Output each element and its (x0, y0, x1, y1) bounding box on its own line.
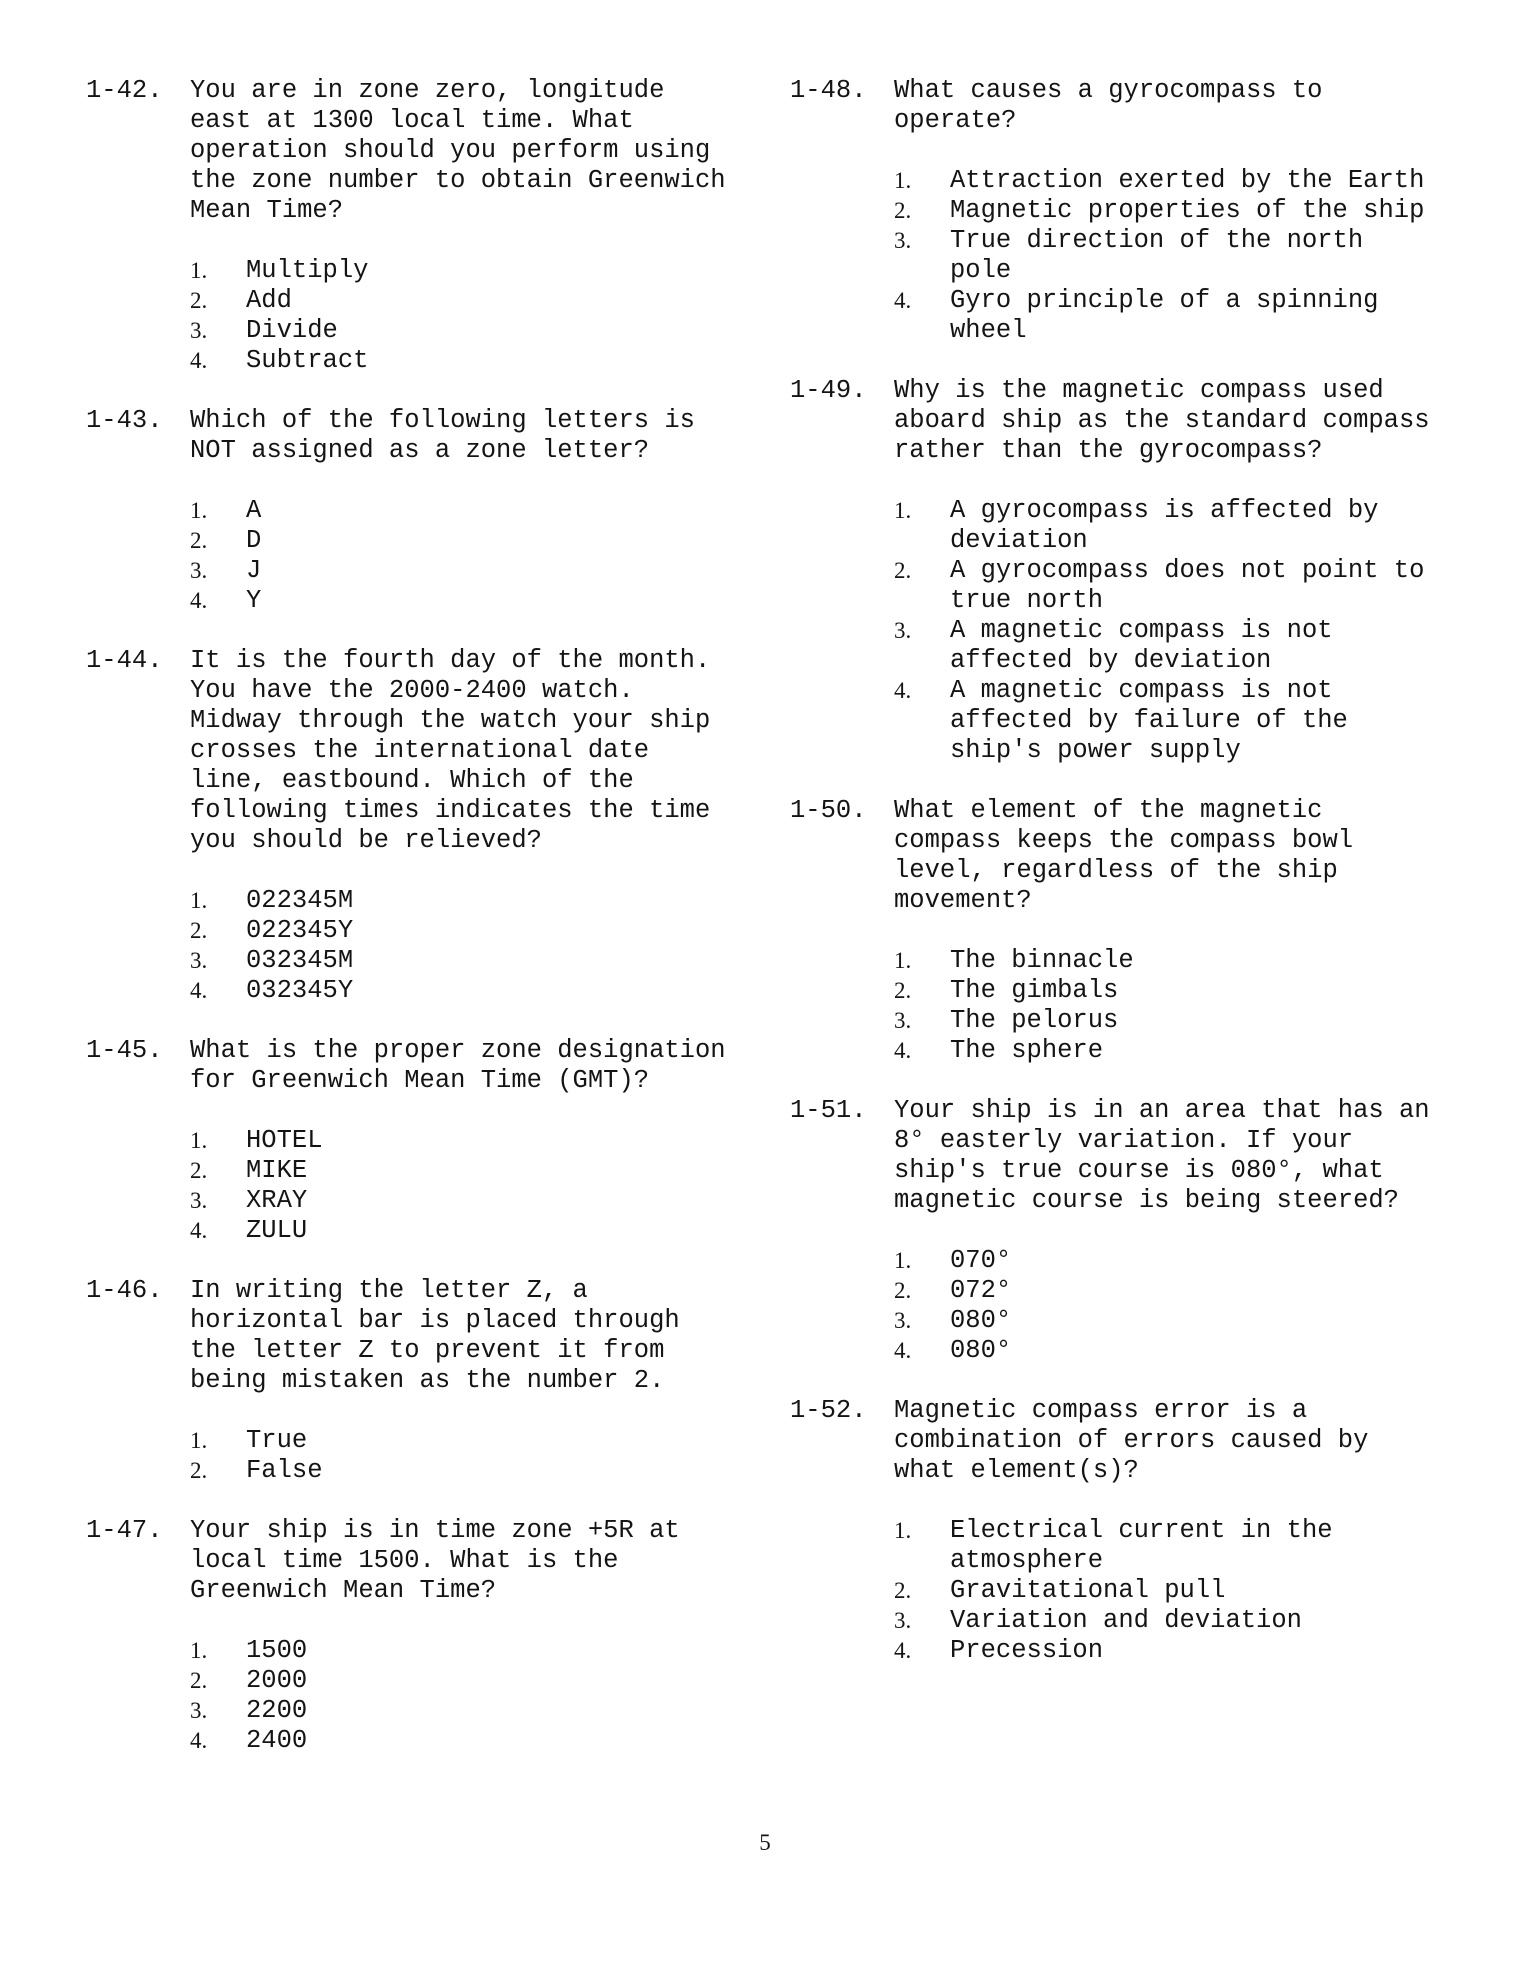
answer-options (894, 1246, 1450, 1366)
question-number: 1-47. (86, 1516, 163, 1545)
option-text: The binnacle (950, 946, 1134, 975)
option-text: MIKE (246, 1156, 308, 1185)
answer-options (190, 886, 726, 1006)
option-number: 1. (894, 948, 912, 973)
option-number: 2. (894, 198, 912, 223)
option-number: 1. (190, 1128, 208, 1153)
option-number: 1. (190, 498, 208, 523)
option-number: 2. (894, 1278, 912, 1303)
question-stem: Magnetic compass error is a combination of errors caused by what element(s)? (894, 1396, 1369, 1485)
option-number: 4. (894, 1338, 912, 1363)
answer-options (190, 1126, 726, 1246)
option-text: Add (246, 286, 292, 315)
option-text: Gravitational pull (950, 1576, 1226, 1605)
question-number: 1-45. (86, 1036, 163, 1065)
option-number: 3. (894, 1008, 912, 1033)
answer-option (190, 946, 726, 976)
question-1-52 (790, 1396, 1450, 1666)
option-text: 070° (950, 1246, 1012, 1275)
answer-option (190, 1126, 726, 1156)
option-text: HOTEL (246, 1126, 323, 1155)
option-text: Subtract (246, 346, 369, 375)
question-number: 1-42. (86, 76, 163, 105)
option-number: 3. (894, 618, 912, 643)
answer-options (894, 496, 1450, 766)
answer-options (190, 256, 726, 376)
option-text: Multiply (246, 256, 369, 285)
option-text: 080° (950, 1336, 1012, 1365)
answer-option (894, 556, 1450, 616)
answer-option (190, 1156, 726, 1186)
option-number: 2. (190, 288, 208, 313)
option-number: 3. (190, 558, 208, 583)
answer-option (190, 286, 726, 316)
option-number: 2. (894, 978, 912, 1003)
option-number: 3. (894, 1608, 912, 1633)
option-number: 4. (894, 1638, 912, 1663)
left-column (86, 76, 726, 1786)
option-number: 2. (190, 528, 208, 553)
answer-option (894, 976, 1450, 1006)
answer-option (190, 886, 726, 916)
page-number: 5 (759, 1830, 771, 1855)
option-text: Gyro principle of a spinning wheel (950, 286, 1379, 345)
option-text: 080° (950, 1306, 1012, 1335)
option-number: 4. (190, 978, 208, 1003)
option-number: 3. (190, 318, 208, 343)
question-stem: Your ship is in time zone +5R at local time 1500. What is the Greenwich Mean Time? (190, 1516, 680, 1605)
option-text: Y (246, 586, 262, 615)
answer-options (894, 1516, 1450, 1666)
question-1-45 (86, 1036, 726, 1246)
answer-option (190, 316, 726, 346)
question-1-46 (86, 1276, 726, 1486)
option-number: 4. (894, 288, 912, 313)
option-text: 2400 (246, 1726, 308, 1755)
option-number: 2. (190, 1158, 208, 1183)
option-number: 1. (894, 1248, 912, 1273)
question-stem: In writing the letter Z, a horizontal bar is placed through the letter Z to prevent it from being mistaken as the number 2. (190, 1276, 680, 1395)
answer-options (894, 166, 1450, 346)
question-stem: Which of the following letters is NOT assigned as a zone letter? (190, 406, 695, 465)
question-stem: It is the fourth day of the month. You have the 2000-2400 watch. Midway through the watch your ship crosses the international date line, eastbound. Which of the following times indicates the time you should be relieved? (190, 646, 711, 855)
answer-option (190, 256, 726, 286)
answer-option (190, 1666, 726, 1696)
answer-option (190, 1216, 726, 1246)
question-stem: Why is the magnetic compass used aboard ship as the standard compass rather than the gyrocompass? (894, 376, 1430, 465)
question-stem: What causes a gyrocompass to operate? (894, 76, 1323, 135)
option-text: Magnetic properties of the ship (950, 196, 1425, 225)
option-text: Precession (950, 1636, 1104, 1665)
right-column (790, 76, 1450, 1696)
option-text: 2000 (246, 1666, 308, 1695)
answer-option (894, 1036, 1450, 1066)
option-number: 1. (190, 888, 208, 913)
option-text: A (246, 496, 262, 525)
answer-option (894, 1306, 1450, 1336)
question-1-50 (790, 796, 1450, 1066)
option-number: 4. (190, 1728, 208, 1753)
option-text: 2200 (246, 1696, 308, 1725)
answer-option (894, 616, 1450, 676)
answer-option (190, 556, 726, 586)
answer-option (190, 1696, 726, 1726)
answer-option (894, 676, 1450, 766)
option-text: A magnetic compass is not affected by deviation (950, 616, 1333, 675)
answer-option (190, 976, 726, 1006)
answer-option (190, 346, 726, 376)
option-number: 2. (190, 918, 208, 943)
option-number: 3. (894, 228, 912, 253)
option-text: Divide (246, 316, 338, 345)
option-number: 2. (894, 1578, 912, 1603)
answer-option (894, 1606, 1450, 1636)
option-number: 1. (894, 168, 912, 193)
answer-options (190, 1426, 726, 1486)
option-number: 1. (894, 1518, 912, 1543)
answer-option (190, 916, 726, 946)
option-text: The sphere (950, 1036, 1104, 1065)
option-number: 3. (190, 1698, 208, 1723)
option-number: 1. (894, 498, 912, 523)
option-text: 022345M (246, 886, 354, 915)
answer-option (894, 286, 1450, 346)
option-number: 4. (894, 678, 912, 703)
answer-option (894, 1336, 1450, 1366)
option-text: Variation and deviation (950, 1606, 1302, 1635)
answer-option (190, 1426, 726, 1456)
question-stem: What is the proper zone designation for Greenwich Mean Time (GMT)? (190, 1036, 726, 1095)
answer-options (190, 1636, 726, 1756)
question-1-51 (790, 1096, 1450, 1366)
question-number: 1-49. (790, 376, 867, 405)
option-text: Electrical current in the atmosphere (950, 1516, 1333, 1575)
option-text: A gyrocompass is affected by deviation (950, 496, 1379, 555)
answer-option (894, 1006, 1450, 1036)
question-1-42 (86, 76, 726, 376)
option-text: True direction of the north pole (950, 226, 1364, 285)
answer-options (894, 946, 1450, 1066)
option-number: 4. (894, 1038, 912, 1063)
option-number: 4. (190, 348, 208, 373)
option-text: D (246, 526, 262, 555)
question-number: 1-44. (86, 646, 163, 675)
question-1-48 (790, 76, 1450, 346)
question-1-47 (86, 1516, 726, 1756)
question-number: 1-46. (86, 1276, 163, 1305)
option-text: 1500 (246, 1636, 308, 1665)
option-text: The pelorus (950, 1006, 1119, 1035)
option-number: 3. (190, 948, 208, 973)
option-text: 032345Y (246, 976, 354, 1005)
answer-option (894, 496, 1450, 556)
option-number: 2. (190, 1668, 208, 1693)
option-number: 1. (190, 1638, 208, 1663)
option-text: 022345Y (246, 916, 354, 945)
answer-option (894, 1276, 1450, 1306)
answer-option (894, 1636, 1450, 1666)
option-number: 3. (190, 1188, 208, 1213)
option-text: A magnetic compass is not affected by failure of the ship's power supply (950, 676, 1348, 765)
option-number: 4. (190, 1218, 208, 1243)
question-stem: What element of the magnetic compass keeps the compass bowl level, regardless of the ship movement? (894, 796, 1354, 915)
answer-option (894, 1516, 1450, 1576)
option-text: False (246, 1456, 323, 1485)
answer-option (894, 1246, 1450, 1276)
answer-option (190, 1186, 726, 1216)
question-number: 1-51. (790, 1096, 867, 1125)
option-text: J (246, 556, 262, 585)
option-number: 1. (190, 1428, 208, 1453)
question-stem: You are in zone zero, longitude east at 1300 local time. What operation should you perform using the zone number to obtain Greenwich Mean Time? (190, 76, 726, 225)
question-1-49 (790, 376, 1450, 766)
option-number: 1. (190, 258, 208, 283)
answer-option (190, 586, 726, 616)
option-text: XRAY (246, 1186, 308, 1215)
answer-option (894, 166, 1450, 196)
answer-option (894, 946, 1450, 976)
answer-option (190, 526, 726, 556)
option-number: 2. (894, 558, 912, 583)
answer-option (894, 226, 1450, 286)
question-number: 1-52. (790, 1396, 867, 1425)
question-number: 1-50. (790, 796, 867, 825)
option-number: 2. (190, 1458, 208, 1483)
option-number: 3. (894, 1308, 912, 1333)
option-text: ZULU (246, 1216, 308, 1245)
answer-option (894, 196, 1450, 226)
option-text: 032345M (246, 946, 354, 975)
option-text: 072° (950, 1276, 1012, 1305)
option-text: True (246, 1426, 308, 1455)
option-text: Attraction exerted by the Earth (950, 166, 1425, 195)
option-number: 4. (190, 588, 208, 613)
answer-option (190, 1456, 726, 1486)
answer-option (190, 1636, 726, 1666)
question-1-44 (86, 646, 726, 1006)
option-text: A gyrocompass does not point to true north (950, 556, 1425, 615)
question-number: 1-43. (86, 406, 163, 435)
question-stem: Your ship is in an area that has an 8° easterly variation. If your ship's true course is 080°, what magnetic course is being steered? (894, 1096, 1430, 1215)
question-1-43 (86, 406, 726, 616)
question-number: 1-48. (790, 76, 867, 105)
option-text: The gimbals (950, 976, 1119, 1005)
answer-option (894, 1576, 1450, 1606)
answer-option (190, 1726, 726, 1756)
answer-options (190, 496, 726, 616)
answer-option (190, 496, 726, 526)
